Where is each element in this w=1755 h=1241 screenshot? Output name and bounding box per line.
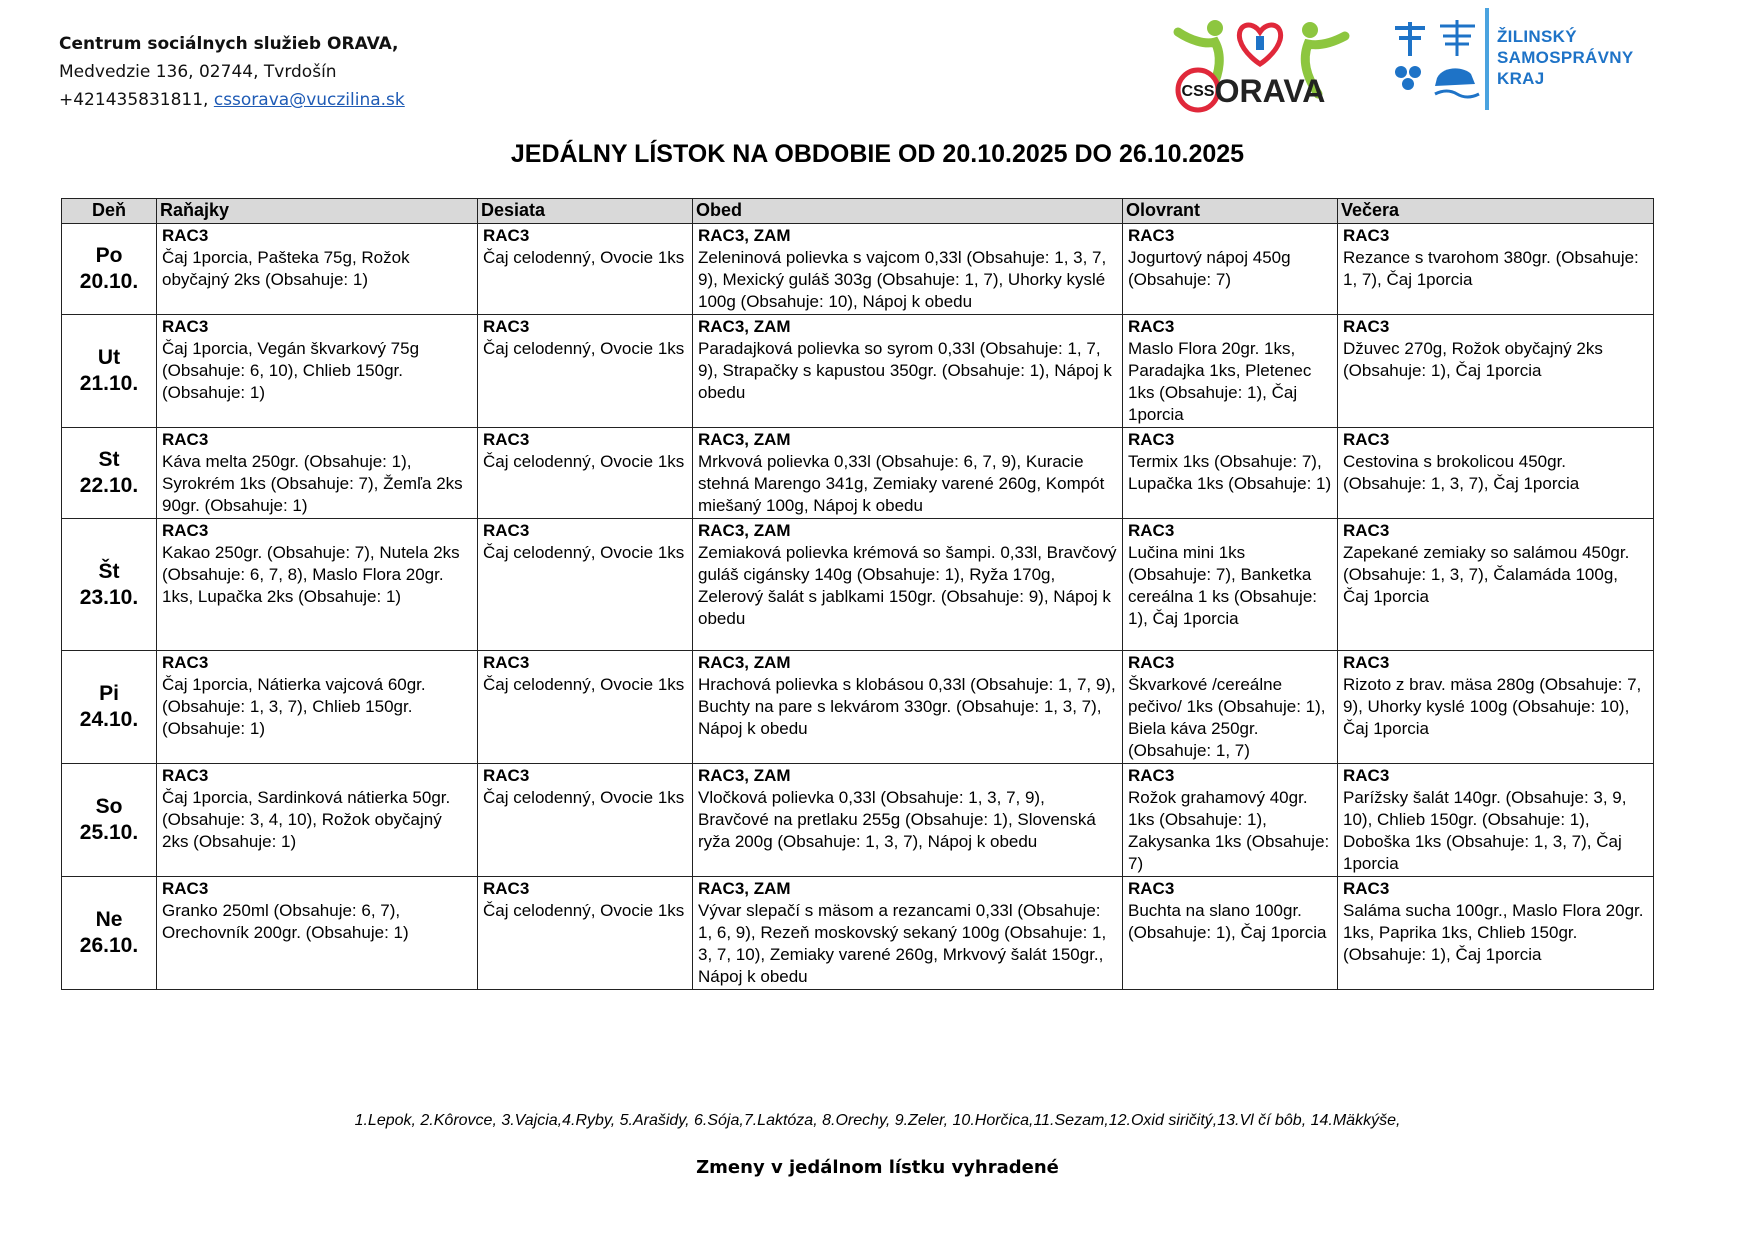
meal-diet-code: RAC3, ZAM <box>698 653 791 672</box>
page-title: JEDÁLNY LÍSTOK NA OBDOBIE OD 20.10.2025 DO 26.10.2025 <box>510 140 1245 168</box>
day-name: Št <box>98 559 120 583</box>
meal-description: Čaj 1porcia, Pašteka 75g, Rožok obyčajný 2ks (Obsahuje: 1) <box>162 248 410 289</box>
column-header-breakfast: Raňajky <box>157 199 478 224</box>
meal-diet-code: RAC3 <box>1128 226 1175 245</box>
column-header-day: Deň <box>62 199 157 224</box>
meal-description: Termix 1ks (Obsahuje: 7), Lupačka 1ks (Obsahuje: 1) <box>1128 452 1332 493</box>
day-name: Ut <box>97 346 121 369</box>
meal-cell-afternoon-snack <box>1123 764 1338 877</box>
orava-logo-text: ORAVA <box>1214 73 1326 109</box>
meal-cell-lunch <box>693 877 1123 990</box>
meal-description: Hrachová polievka s klobásou 0,33l (Obsahuje: 1, 7, 9), Buchty na pare s lekvárom 330gr. (Obsahuje: 1, 3, 7), Nápoj k obedu <box>698 675 1116 738</box>
meal-cell-snack <box>478 224 693 315</box>
meal-cell-lunch <box>693 519 1123 651</box>
meal-description: Mrkvová polievka 0,33l (Obsahuje: 6, 7, 9), Kuracie stehná Marengo 341g, Zemiaky varené 260g, Kompót miešaný 100g, Nápoj k obedu <box>698 452 1105 515</box>
column-header-snack: Desiata <box>478 199 693 224</box>
meal-cell-afternoon-snack <box>1123 315 1338 428</box>
table-row <box>62 428 1654 519</box>
meal-cell-afternoon-snack <box>1123 428 1338 519</box>
meal-diet-code: RAC3 <box>162 766 209 785</box>
meal-diet-code: RAC3 <box>162 317 209 336</box>
organization-name: Centrum sociálnych služieb ORAVA, <box>59 34 399 54</box>
day-date: 22.10. <box>79 474 139 497</box>
meal-cell-breakfast <box>157 224 478 315</box>
table-row <box>62 315 1654 428</box>
meal-diet-code: RAC3 <box>1343 879 1390 898</box>
meal-description: Rizoto z brav. mäsa 280g (Obsahuje: 7, 9), Uhorky kyslé 100g (Obsahuje: 10), Čaj 1porcia <box>1343 675 1642 738</box>
meal-cell-breakfast <box>157 315 478 428</box>
meal-description: Vločková polievka 0,33l (Obsahuje: 1, 3, 7, 9), Bravčové na pretlaku 255g (Obsahuje: 1), Slovenská ryža 200g (Obsahuje: 1, 3, 7), Nápoj k obedu <box>698 788 1096 851</box>
meal-description: Kakao 250gr. (Obsahuje: 7), Nutela 2ks (Obsahuje: 6, 7, 8), Maslo Flora 20gr. 1ks, Lupačka 2ks (Obsahuje: 1) <box>162 543 460 606</box>
meal-diet-code: RAC3 <box>483 521 530 540</box>
column-header-dinner: Večera <box>1338 199 1654 224</box>
css-orava-logo <box>1160 10 1360 115</box>
meal-cell-dinner <box>1338 428 1654 519</box>
meal-diet-code: RAC3 <box>1128 521 1175 540</box>
meal-diet-code: RAC3 <box>1128 653 1175 672</box>
meal-description: Parížsky šalát 140gr. (Obsahuje: 3, 9, 10), Chlieb 150gr. (Obsahuje: 1), Doboška 1ks (Obsahuje: 1, 3, 7), Čaj 1porcia <box>1343 788 1627 873</box>
meal-diet-code: RAC3 <box>1343 521 1390 540</box>
meal-cell-breakfast <box>157 877 478 990</box>
meal-cell-lunch <box>693 428 1123 519</box>
day-name: St <box>98 448 120 471</box>
column-header-lunch: Obed <box>693 199 1123 224</box>
meal-cell-lunch <box>693 651 1123 764</box>
meal-description: Čaj celodenný, Ovocie 1ks <box>483 339 685 358</box>
column-header-afternoon-snack: Olovrant <box>1123 199 1338 224</box>
meal-diet-code: RAC3 <box>483 766 530 785</box>
zsk-line-1: ŽILINSKÝ <box>1497 27 1577 46</box>
organization-address: Medvedzie 136, 02744, Tvrdošín <box>59 62 337 82</box>
meal-cell-snack <box>478 651 693 764</box>
day-name: Pi <box>99 682 119 705</box>
meal-description: Granko 250ml (Obsahuje: 6, 7), Orechovník 200gr. (Obsahuje: 1) <box>162 901 409 942</box>
meal-cell-breakfast <box>157 651 478 764</box>
meal-description: Zapekané zemiaky so salámou 450gr. (Obsahuje: 1, 3, 7), Čalamáda 100g, Čaj 1porcia <box>1343 543 1630 606</box>
zsk-logo-text <box>1497 26 1634 89</box>
meal-diet-code: RAC3 <box>1343 226 1390 245</box>
meal-description: Džuvec 270g, Rožok obyčajný 2ks (Obsahuje: 1), Čaj 1porcia <box>1343 339 1603 380</box>
menu-table <box>61 198 1654 990</box>
table-row <box>62 877 1654 990</box>
meal-description: Čaj celodenný, Ovocie 1ks <box>483 452 685 471</box>
table-row <box>62 764 1654 877</box>
orava-badge-text: CSS <box>1181 83 1215 100</box>
day-name: Ne <box>95 908 123 931</box>
meal-cell-snack <box>478 315 693 428</box>
day-cell <box>62 519 157 651</box>
changes-note: Zmeny v jedálnom lístku vyhradené <box>696 1157 1059 1178</box>
organization-info <box>59 30 405 114</box>
day-name: So <box>95 795 123 818</box>
meal-diet-code: RAC3, ZAM <box>698 879 791 898</box>
meal-cell-dinner <box>1338 764 1654 877</box>
meal-description: Čaj celodenný, Ovocie 1ks <box>483 248 685 267</box>
meal-cell-breakfast <box>157 519 478 651</box>
meal-cell-breakfast <box>157 764 478 877</box>
day-cell <box>62 315 157 428</box>
meal-diet-code: RAC3 <box>162 226 209 245</box>
meal-diet-code: RAC3 <box>483 317 530 336</box>
day-date: 21.10. <box>79 372 139 395</box>
meal-diet-code: RAC3 <box>1343 430 1390 449</box>
day-name: Po <box>95 244 123 267</box>
meal-description: Rožok grahamový 40gr. 1ks (Obsahuje: 1), Zakysanka 1ks (Obsahuje: 7) <box>1128 788 1330 873</box>
meal-diet-code: RAC3 <box>483 653 530 672</box>
meal-cell-dinner <box>1338 877 1654 990</box>
meal-description: Rezance s tvarohom 380gr. (Obsahuje: 1, 7), Čaj 1porcia <box>1343 248 1639 289</box>
zsk-line-3: KRAJ <box>1497 69 1545 88</box>
meal-cell-afternoon-snack <box>1123 224 1338 315</box>
meal-cell-snack <box>478 877 693 990</box>
table-row <box>62 224 1654 315</box>
meal-description: Čaj celodenný, Ovocie 1ks <box>483 543 685 562</box>
meal-diet-code: RAC3 <box>1128 879 1175 898</box>
meal-diet-code: RAC3 <box>483 879 530 898</box>
meal-description: Škvarkové /cereálne pečivo/ 1ks (Obsahuje: 1), Biela káva 250gr. (Obsahuje: 1, 7) <box>1128 675 1326 760</box>
meal-description: Saláma sucha 100gr., Maslo Flora 20gr. 1ks, Paprika 1ks, Chlieb 150gr. (Obsahuje: 1), Čaj 1porcia <box>1343 901 1644 964</box>
organization-phone: +421435831811, <box>59 90 214 110</box>
meal-description: Cestovina s brokolicou 450gr. (Obsahuje: 1, 3, 7), Čaj 1porcia <box>1343 452 1580 493</box>
meal-cell-snack <box>478 428 693 519</box>
meal-description: Čaj 1porcia, Vegán škvarkový 75g (Obsahuje: 6, 10), Chlieb 150gr. (Obsahuje: 1) <box>162 339 420 402</box>
meal-description: Jogurtový nápoj 450g (Obsahuje: 7) <box>1128 248 1291 289</box>
meal-cell-lunch <box>693 315 1123 428</box>
meal-diet-code: RAC3 <box>483 226 530 245</box>
meal-diet-code: RAC3 <box>1343 653 1390 672</box>
day-date: 26.10. <box>79 934 139 957</box>
meal-cell-snack <box>478 764 693 877</box>
meal-description: Buchta na slano 100gr. (Obsahuje: 1), Čaj 1porcia <box>1128 901 1327 942</box>
meal-cell-dinner <box>1338 519 1654 651</box>
meal-cell-lunch <box>693 764 1123 877</box>
meal-diet-code: RAC3 <box>1128 766 1175 785</box>
day-cell <box>62 428 157 519</box>
meal-cell-dinner <box>1338 315 1654 428</box>
meal-description: Káva melta 250gr. (Obsahuje: 1), Syrokrém 1ks (Obsahuje: 7), Žemľa 2ks 90gr. (Obsahuje: 1) <box>162 452 463 515</box>
meal-cell-dinner <box>1338 224 1654 315</box>
meal-diet-code: RAC3, ZAM <box>698 766 791 785</box>
day-cell <box>62 764 157 877</box>
menu-header-row <box>62 199 1654 224</box>
meal-diet-code: RAC3 <box>1343 766 1390 785</box>
meal-description: Maslo Flora 20gr. 1ks, Paradajka 1ks, Pletenec 1ks (Obsahuje: 1), Čaj 1porcia <box>1128 339 1312 424</box>
meal-diet-code: RAC3 <box>162 521 209 540</box>
meal-description: Čaj celodenný, Ovocie 1ks <box>483 675 685 694</box>
meal-cell-afternoon-snack <box>1123 877 1338 990</box>
meal-description: Čaj 1porcia, Nátierka vajcová 60gr. (Obsahuje: 1, 3, 7), Chlieb 150gr. (Obsahuje: 1) <box>162 675 426 738</box>
day-date: 25.10. <box>79 821 139 844</box>
meal-description: Čaj 1porcia, Sardinková nátierka 50gr. (Obsahuje: 3, 4, 10), Rožok obyčajný 2ks (Obsahuje: 1) <box>162 788 451 851</box>
meal-diet-code: RAC3 <box>162 653 209 672</box>
meal-description: Zeleninová polievka s vajcom 0,33l (Obsahuje: 1, 3, 7, 9), Mexický guláš 303g (Obsahuje: 1, 7), Uhorky kyslé 100g (Obsahuje: 10), Nápoj k obedu <box>698 248 1107 311</box>
meal-description: Paradajková polievka so syrom 0,33l (Obsahuje: 1, 7, 9), Strapačky s kapustou 350gr. (Obsahuje: 1), Nápoj k obedu <box>698 339 1112 402</box>
meal-description: Lučina mini 1ks (Obsahuje: 7), Banketka cereálna 1 ks (Obsahuje: 1), Čaj 1porcia <box>1128 543 1317 628</box>
meal-diet-code: RAC3 <box>483 430 530 449</box>
meal-diet-code: RAC3 <box>1128 430 1175 449</box>
meal-diet-code: RAC3, ZAM <box>698 317 791 336</box>
meal-description: Vývar slepačí s mäsom a rezancami 0,33l (Obsahuje: 1, 6, 9), Rezeň moskovský sekaný 100g (Obsahuje: 1, 3, 7, 10), Zemiaky varené 260g, Mrkvový šalát 150gr., Nápoj k obedu <box>698 901 1107 986</box>
meal-cell-lunch <box>693 224 1123 315</box>
meal-diet-code: RAC3 <box>1343 317 1390 336</box>
zsk-logo <box>1385 8 1675 118</box>
day-date: 23.10. <box>79 585 139 609</box>
day-date: 24.10. <box>79 708 139 731</box>
meal-cell-dinner <box>1338 651 1654 764</box>
zsk-divider <box>1485 8 1489 110</box>
table-row <box>62 519 1654 651</box>
meal-diet-code: RAC3 <box>162 430 209 449</box>
meal-diet-code: RAC3, ZAM <box>698 521 791 540</box>
table-row <box>62 651 1654 764</box>
allergen-legend: 1.Lepok, 2.Kôrovce, 3.Vajcia,4.Ryby, 5.Arašidy, 6.Sója,7.Laktóza, 8.Orechy, 9.Zeler, 10.Horčica,11.Sezam,12.Oxid siričitý,13.Vl čí bôb, 14.Mäkkýše, <box>354 1112 1401 1129</box>
meal-cell-breakfast <box>157 428 478 519</box>
organization-contact <box>59 86 405 114</box>
day-cell <box>62 651 157 764</box>
organization-email-link[interactable]: cssorava@vuczilina.sk <box>213 90 405 110</box>
meal-cell-snack <box>478 519 693 651</box>
meal-description: Čaj celodenný, Ovocie 1ks <box>483 901 685 920</box>
meal-description: Čaj celodenný, Ovocie 1ks <box>483 788 685 807</box>
zsk-line-2: SAMOSPRÁVNY <box>1497 48 1634 67</box>
meal-cell-afternoon-snack <box>1123 519 1338 651</box>
meal-description: Zemiaková polievka krémová so šampi. 0,33l, Bravčový guláš cigánsky 140g (Obsahuje: 1), Ryža 170g, Zelerový šalát s jablkami 150gr. (Obsahuje: 9), Nápoj k obedu <box>698 543 1117 628</box>
meal-diet-code: RAC3, ZAM <box>698 430 791 449</box>
meal-diet-code: RAC3 <box>1128 317 1175 336</box>
day-date: 20.10. <box>79 270 139 293</box>
meal-cell-afternoon-snack <box>1123 651 1338 764</box>
day-cell <box>62 877 157 990</box>
day-cell <box>62 224 157 315</box>
meal-diet-code: RAC3 <box>162 879 209 898</box>
meal-diet-code: RAC3, ZAM <box>698 226 791 245</box>
